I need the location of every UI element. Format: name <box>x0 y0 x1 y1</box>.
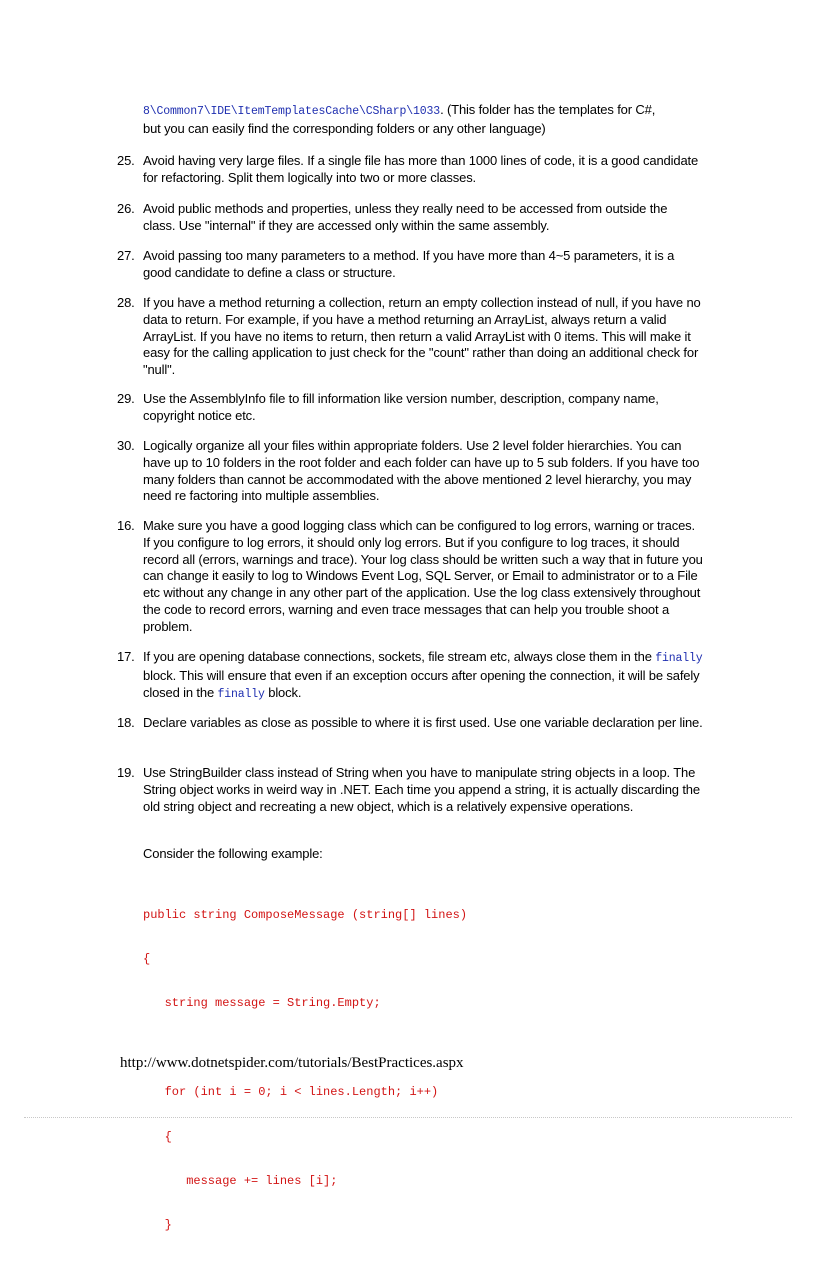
code-line: { <box>143 1129 172 1144</box>
item-text: Use the AssemblyInfo file to fill information like version number, description, company name, copyright notice etc. <box>143 391 659 423</box>
template-path-code: 8\Common7\IDE\ItemTemplatesCache\CSharp\1033 <box>143 105 441 118</box>
code-line <box>143 1041 467 1056</box>
item-number: 30. <box>117 438 135 453</box>
footer-url: http://www.dotnetspider.com/tutorials/BestPractices.aspx <box>120 1055 464 1071</box>
item-number: 17. <box>117 649 135 664</box>
list-item-26 <box>117 201 703 235</box>
item-text: If you have a method returning a collection, return an empty collection instead of null, if you have no data to return. For example, if you have a method returning an ArrayList, always return a valid ArrayList. If you have no items to return, then return a valid ArrayList with 0 items. This will make it easy for the calling application to just check for the "count" rather than doing an additional check for "null". <box>143 295 701 378</box>
item-number: 27. <box>117 248 135 263</box>
list-item-27 <box>117 248 703 282</box>
item-number: 25. <box>117 153 135 168</box>
list-item-16 <box>117 518 703 636</box>
item-text: Declare variables as close as possible to where it is first used. Use one variable declaration per line. <box>143 715 703 730</box>
page-bottom-divider <box>24 1117 792 1118</box>
item-text: Avoid public methods and properties, unless they really need to be accessed from outside the class. Use "internal" if they are accessed only within the same assembly. <box>143 201 668 233</box>
item-number: 16. <box>117 518 135 533</box>
item-text: Use StringBuilder class instead of String when you have to manipulate string objects in a loop. The String object works in weird way in .NET. Each time you append a string, it is actually discarding the old string object and recreating a new object, which is a relatively expensive operations. <box>143 765 700 814</box>
list-item-25 <box>117 153 703 187</box>
continuation-text-a: . (This folder has the templates for C#, <box>440 102 656 117</box>
item-text: Avoid having very large files. If a single file has more than 1000 lines of code, it is a good candidate for refactoring. Split them logically into two or more classes. <box>143 153 699 185</box>
item-text-b: block. This will ensure that even if an exception occurs after opening the connection, it will be safely closed in the <box>143 667 700 700</box>
code-line: string message = String.Empty; <box>143 996 381 1011</box>
code-line: message += lines [i]; <box>143 1173 338 1188</box>
item-number: 26. <box>117 201 135 216</box>
example-intro: Consider the following example: <box>143 846 323 861</box>
item-number: 28. <box>117 295 135 310</box>
list-item-19 <box>117 765 703 815</box>
list-item-17 <box>117 649 703 703</box>
finally-keyword-code: finally <box>217 687 265 701</box>
code-line: for (int i = 0; i < lines.Length; i++) <box>143 1085 439 1100</box>
list-item-28 <box>117 295 703 379</box>
code-line: { <box>143 951 151 966</box>
item-text-a: If you are opening database connections, sockets, file stream etc, always close them in the <box>143 649 652 664</box>
continuation-paragraph <box>143 102 703 138</box>
list-item-30 <box>117 438 703 505</box>
item-text: Avoid passing too many parameters to a method. If you have more than 4~5 parameters, it is a good candidate to define a class or structure. <box>143 248 675 280</box>
code-line: public string ComposeMessage (string[] lines) <box>143 907 468 922</box>
item-text: Make sure you have a good logging class which can be configured to log errors, warning or traces. If you configure to log errors, it should only log errors. But if you configure to log traces, it should record all (errors, warnings and trace). Your log class should be written such a way that in future you can change it easily to log to Windows Event Log, SQL Server, or Email to administrator or to a File etc without any change in any other part of the application. Use the log class extensively throughout the code to record errors, warning and even trace messages that can help you trouble shoot a problem. <box>143 518 703 634</box>
item-number: 19. <box>117 765 135 780</box>
continuation-text-b: but you can easily find the corresponding folders or any other language) <box>143 120 546 136</box>
list-item-18 <box>117 715 703 732</box>
list-item-29 <box>117 391 703 425</box>
item-number: 29. <box>117 391 135 406</box>
code-line: } <box>143 1218 172 1233</box>
item-text: Logically organize all your files within appropriate folders. Use 2 level folder hierarchies. You can have up to 10 folders in the root folder and each folder can have up to 5 sub folders. If you have too many folders than cannot be accommodated with the above mentioned 2 level hierarchy, you may need re factoring into multiple assemblies. <box>143 438 700 504</box>
item-text-c: block. <box>264 684 302 700</box>
finally-keyword-code: finally <box>655 652 703 665</box>
item-number: 18. <box>117 715 135 730</box>
